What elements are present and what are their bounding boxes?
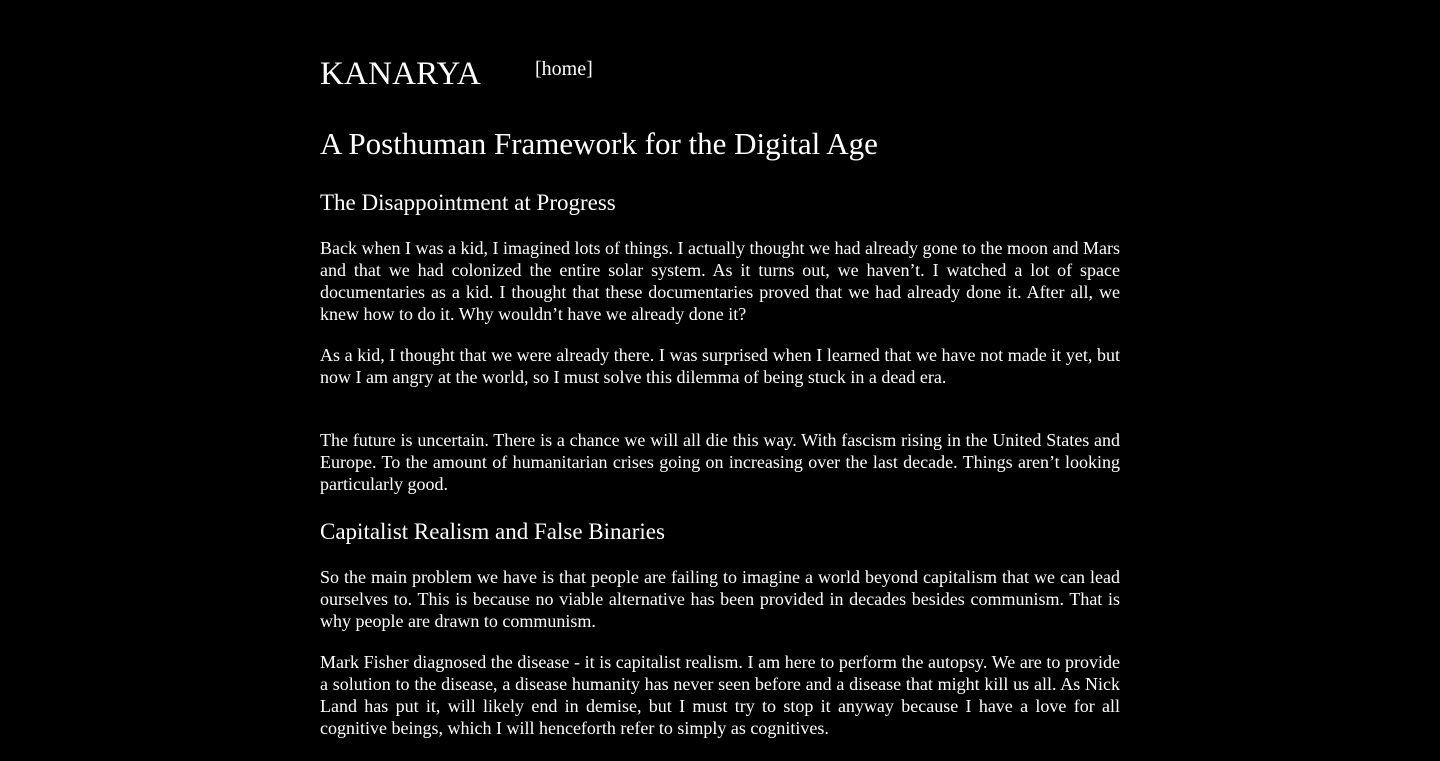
paragraph: So the main problem we have is that people are failing to imagine a world beyond capitalism that we can lead ourselves to. This is because no viable alternative has been provided in decades besides communism. That is why people are drawn to communism.: [320, 567, 1120, 631]
site-title: KANARYA: [320, 56, 481, 92]
section-heading-disappointment: The Disappointment at Progress: [320, 190, 616, 215]
site-header: [320, 0, 1120, 100]
page: [320, 0, 1120, 738]
article-title: A Posthuman Framework for the Digital Age: [320, 126, 878, 161]
paragraph: As a kid, I thought that we were already there. I was surprised when I learned that we have not made it yet, but now I am angry at the world, so I must solve this dilemma of being stuck in a dead era.: [320, 345, 1120, 387]
paragraph: Back when I was a kid, I imagined lots of things. I actually thought we had already gone to the moon and Mars and that we had colonized the entire solar system. As it turns out, we haven’t. I watched a lot of space documentaries as a kid. I thought that these documentaries proved that we had already done it. After all, we knew how to do it. Why wouldn’t have we already done it?: [320, 238, 1120, 324]
nav-home-link[interactable]: [home]: [535, 58, 593, 80]
paragraph: Mark Fisher diagnosed the disease - it is capitalist realism. I am here to perform the autopsy. We are to provide a solution to the disease, a disease humanity has never seen before and a disease that might kill us all. As Nick Land has put it, will likely end in demise, but I must try to stop it anyway because I have a love for all cognitive beings, which I will henceforth refer to simply as cognitives.: [320, 652, 1120, 738]
paragraph: The future is uncertain. There is a chance we will all die this way. With fascism rising in the United States and Europe. To the amount of humanitarian crises going on increasing over the last decade. Things aren’t looking particularly good.: [320, 430, 1120, 494]
section-heading-capitalist-realism: Capitalist Realism and False Binaries: [320, 519, 665, 544]
